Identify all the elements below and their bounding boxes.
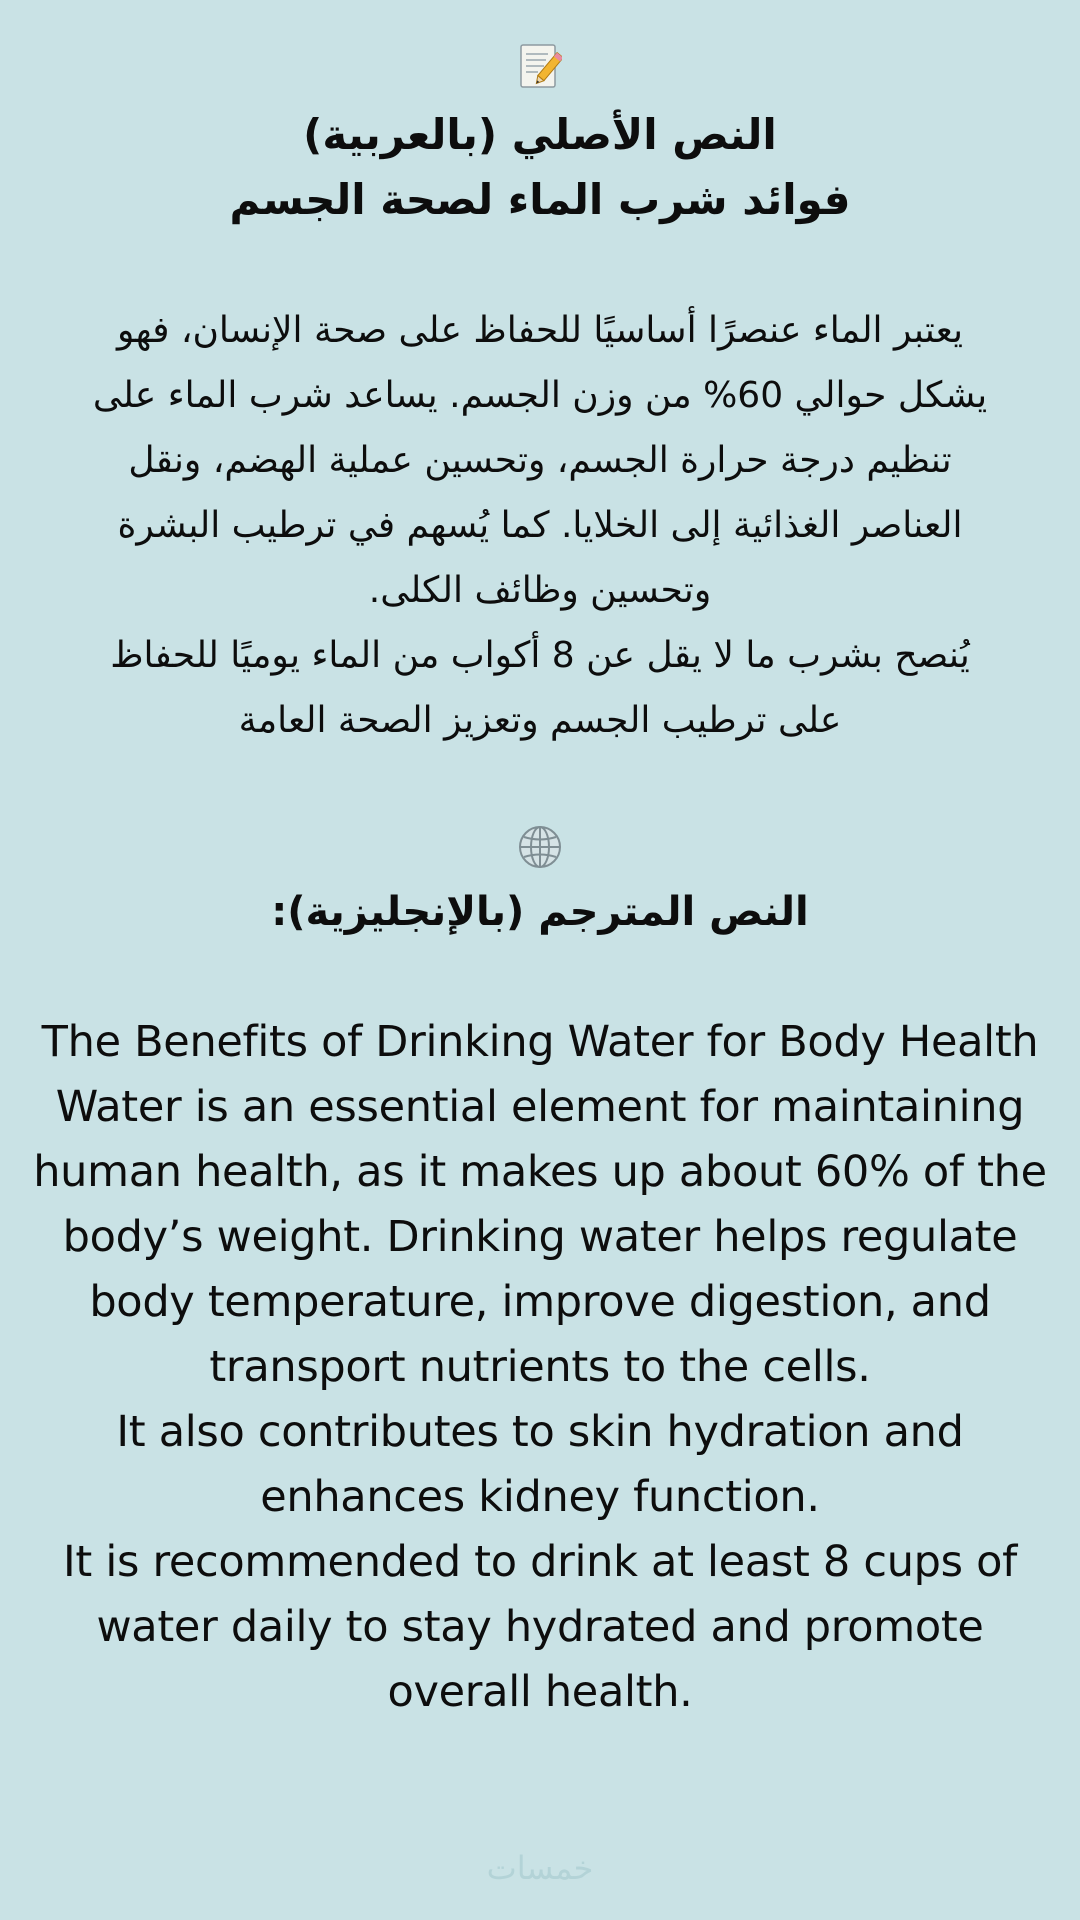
arabic-text-line: يعتبر الماء عنصرًا أساسيًا للحفاظ على صحة الإنسان، فهو [117,310,963,351]
english-paragraph [0,1010,1080,1725]
english-text-line: water daily to stay hydrated and promote [96,1602,984,1652]
english-text-line: The Benefits of Drinking Water for Body Health [41,1017,1039,1067]
globe-icon [516,823,564,871]
english-text-line: It also contributes to skin hydration and [116,1407,964,1457]
arabic-text-line: وتحسين وظائف الكلى. [368,570,712,611]
arabic-text-line: يُنصح بشرب ما لا يقل عن 8 أكواب من الماء يوميًا للحفاظ [110,635,970,676]
arabic-title-line: النص الأصلي (بالعربية) [303,110,777,159]
arabic-paragraph [0,298,1080,753]
watermark: خمسات [486,1849,594,1887]
english-text-line: enhances kidney function. [260,1472,820,1522]
english-text-line: transport nutrients to the cells. [209,1342,871,1392]
memo-icon [518,42,562,90]
arabic-text-line: يشكل حوالي 60% من وزن الجسم. يساعد شرب الماء على [92,375,988,416]
english-text-line: body’s weight. Drinking water helps regulate [62,1212,1018,1262]
arabic-text-line: تنظيم درجة حرارة الجسم، وتحسين عملية الهضم، ونقل [128,440,952,481]
arabic-text-line: العناصر الغذائية إلى الخلايا. كما يُسهم في ترطيب البشرة [117,505,963,546]
arabic-title-line: فوائد شرب الماء لصحة الجسم [229,175,851,224]
english-text-line: human health, as it makes up about 60% of the [33,1147,1047,1197]
arabic-text-line: على ترطيب الجسم وتعزيز الصحة العامة [238,700,842,741]
english-text-line: overall health. [387,1667,693,1717]
english-text-line: Water is an essential element for maintaining [55,1082,1025,1132]
arabic-title [0,102,1080,232]
english-text-line: It is recommended to drink at least 8 cups of [63,1537,1017,1587]
translation-heading: النص المترجم (بالإنجليزية): [271,889,809,935]
english-text-line: body temperature, improve digestion, and [89,1277,991,1327]
